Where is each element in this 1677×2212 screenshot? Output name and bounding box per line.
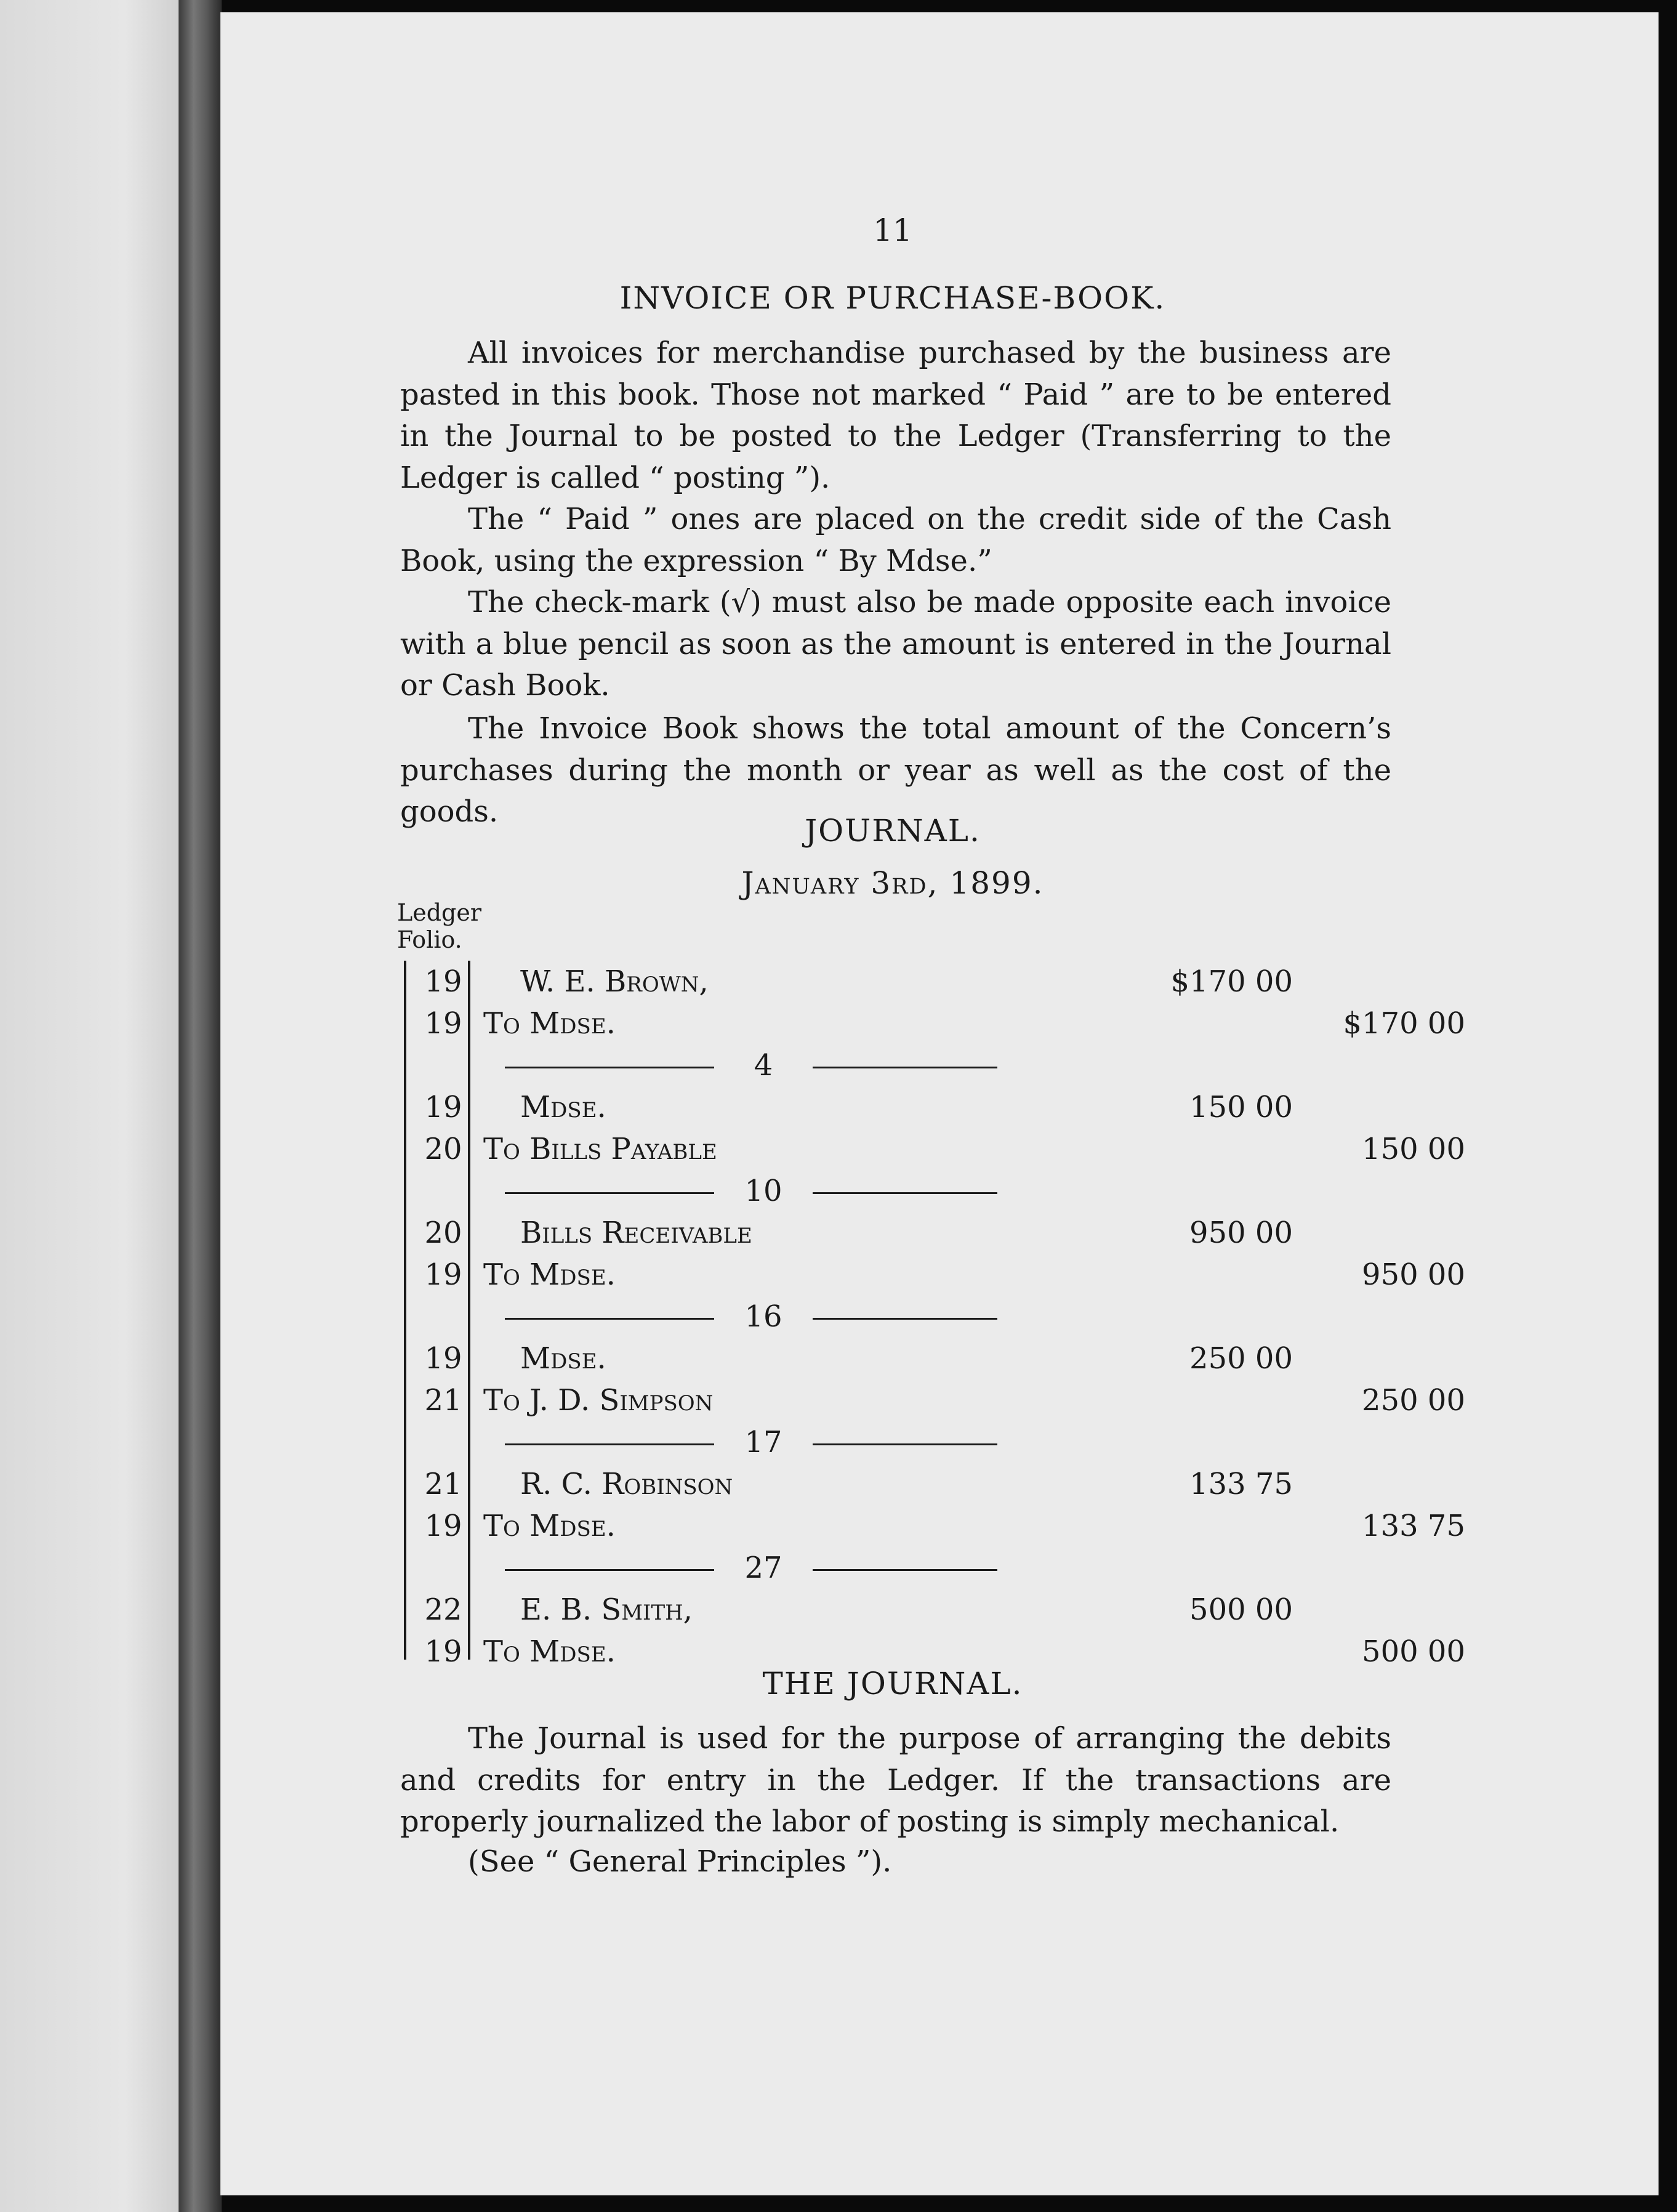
- separator-rule-right: [813, 1192, 997, 1194]
- date-separator: 17: [744, 1425, 782, 1459]
- invoice-paragraph-2-text: The “ Paid ” ones are placed on the credit side of the Cash Book, using the expression “ By Mdse.”: [400, 502, 1391, 578]
- journal-debit: 250 00: [1189, 1341, 1293, 1376]
- invoice-paragraph-3-text: The check-mark (√) must also be made opposite each invoice with a blue pencil as soon as the amount is entered in the Journal or Cash Book.: [400, 585, 1391, 703]
- invoice-paragraph-1-text: All invoices for merchandise purchased by the business are pasted in this book. Those not marked “ Paid ” are to be entered in the Journal to be posted to the Ledger (Transferring to the Ledger is called “ posting ”).: [400, 336, 1391, 495]
- page-number: 11: [873, 212, 912, 248]
- journal-folio: 19: [424, 1341, 462, 1376]
- journal-folio: 19: [424, 1006, 462, 1041]
- journal-row: [400, 1505, 1465, 1547]
- journal-credit: 133 75: [1362, 1509, 1465, 1543]
- journal-credit: 950 00: [1362, 1257, 1465, 1292]
- journal-debit: 950 00: [1189, 1216, 1293, 1250]
- journal-row: [400, 1086, 1391, 1128]
- invoice-paragraph-4-text: The Invoice Book shows the total amount of the Concern’s purchases during the month or year as well as the cost of the goods.: [400, 711, 1391, 829]
- journal-folio: 19: [424, 1090, 462, 1124]
- journal-row: [400, 1003, 1465, 1044]
- separator-rule-left: [505, 1192, 714, 1194]
- folio-rule-right: [468, 961, 470, 1660]
- journal-account: To Bills Payable: [483, 1132, 717, 1166]
- journal-folio: 22: [424, 1592, 462, 1627]
- invoice-paragraph-3: [400, 582, 1391, 707]
- facing-page: [0, 0, 179, 2212]
- journal-folio: 20: [424, 1216, 462, 1250]
- journal-paragraph-1: [400, 1718, 1391, 1843]
- journal-paragraph-1-text: The Journal is used for the purpose of arranging the debits and credits for entry in the Ledger. If the transactions are properly journalized the labor of posting is simply mechanical.: [400, 1721, 1391, 1839]
- journal-account: Mdse.: [520, 1341, 606, 1376]
- journal-paragraph-2-text: (See “ General Principles ”).: [468, 1844, 892, 1879]
- invoice-paragraph-1: [400, 333, 1391, 499]
- journal-row: [400, 1128, 1465, 1170]
- journal-folio: 20: [424, 1132, 462, 1166]
- journal-account: To Mdse.: [483, 1006, 616, 1041]
- journal-debit: 133 75: [1189, 1467, 1293, 1501]
- journal-folio: 19: [424, 1634, 462, 1669]
- journal-row: [400, 1589, 1391, 1631]
- journal-account: Mdse.: [520, 1090, 606, 1124]
- ledger-folio-label-line-2: Folio.: [397, 926, 462, 953]
- journal-credit: $170 00: [1343, 1006, 1465, 1041]
- separator-rule-left: [505, 1318, 714, 1320]
- journal-account: W. E. Brown,: [520, 964, 709, 999]
- journal-account: R. C. Robinson: [520, 1467, 733, 1501]
- journal-row: [400, 1379, 1465, 1421]
- journal-account: To Mdse.: [483, 1634, 616, 1669]
- invoice-paragraph-2: [400, 499, 1391, 582]
- the-journal-heading: THE JOURNAL.: [762, 1666, 1023, 1701]
- journal-folio: 21: [424, 1383, 462, 1418]
- separator-rule-left: [505, 1443, 714, 1445]
- date-separator: 10: [744, 1174, 782, 1208]
- journal-account: To J. D. Simpson: [483, 1383, 714, 1418]
- folio-rule-left: [404, 961, 406, 1660]
- journal-row: [400, 1338, 1391, 1379]
- journal-paragraph-2: [400, 1841, 1391, 1883]
- journal-account: E. B. Smith,: [520, 1592, 693, 1627]
- journal-credit: 250 00: [1362, 1383, 1465, 1418]
- separator-rule-right: [813, 1443, 997, 1445]
- date-separator: 4: [754, 1048, 773, 1083]
- journal-folio: 19: [424, 1257, 462, 1292]
- journal-row: [400, 1463, 1391, 1505]
- journal-account: Bills Receivable: [520, 1216, 752, 1250]
- journal-debit: 150 00: [1189, 1090, 1293, 1124]
- invoice-heading: INVOICE OR PURCHASE-BOOK.: [619, 280, 1166, 316]
- journal-heading: JOURNAL.: [805, 813, 981, 849]
- journal-account: To Mdse.: [483, 1509, 616, 1543]
- separator-rule-right: [813, 1067, 997, 1068]
- journal-row: [400, 961, 1391, 1003]
- journal-account: To Mdse.: [483, 1257, 616, 1292]
- separator-rule-left: [505, 1067, 714, 1068]
- separator-rule-right: [813, 1569, 997, 1571]
- journal-folio: 19: [424, 964, 462, 999]
- journal-credit: 500 00: [1362, 1634, 1465, 1669]
- separator-rule-right: [813, 1318, 997, 1320]
- journal-debit: $170 00: [1170, 964, 1293, 999]
- journal-folio: 21: [424, 1467, 462, 1501]
- separator-rule-left: [505, 1569, 714, 1571]
- journal-debit: 500 00: [1189, 1592, 1293, 1627]
- book-gutter: [179, 0, 222, 2212]
- ledger-folio-label-line-1: Ledger: [397, 899, 482, 926]
- ledger-folio-label: [397, 899, 489, 953]
- journal-row: [400, 1254, 1465, 1296]
- date-separator: 16: [744, 1299, 782, 1334]
- journal-credit: 150 00: [1362, 1132, 1465, 1166]
- journal-folio: 19: [424, 1509, 462, 1543]
- date-separator: 27: [744, 1551, 782, 1585]
- journal-date: January 3rd, 1899.: [741, 865, 1044, 901]
- journal-row: [400, 1212, 1391, 1254]
